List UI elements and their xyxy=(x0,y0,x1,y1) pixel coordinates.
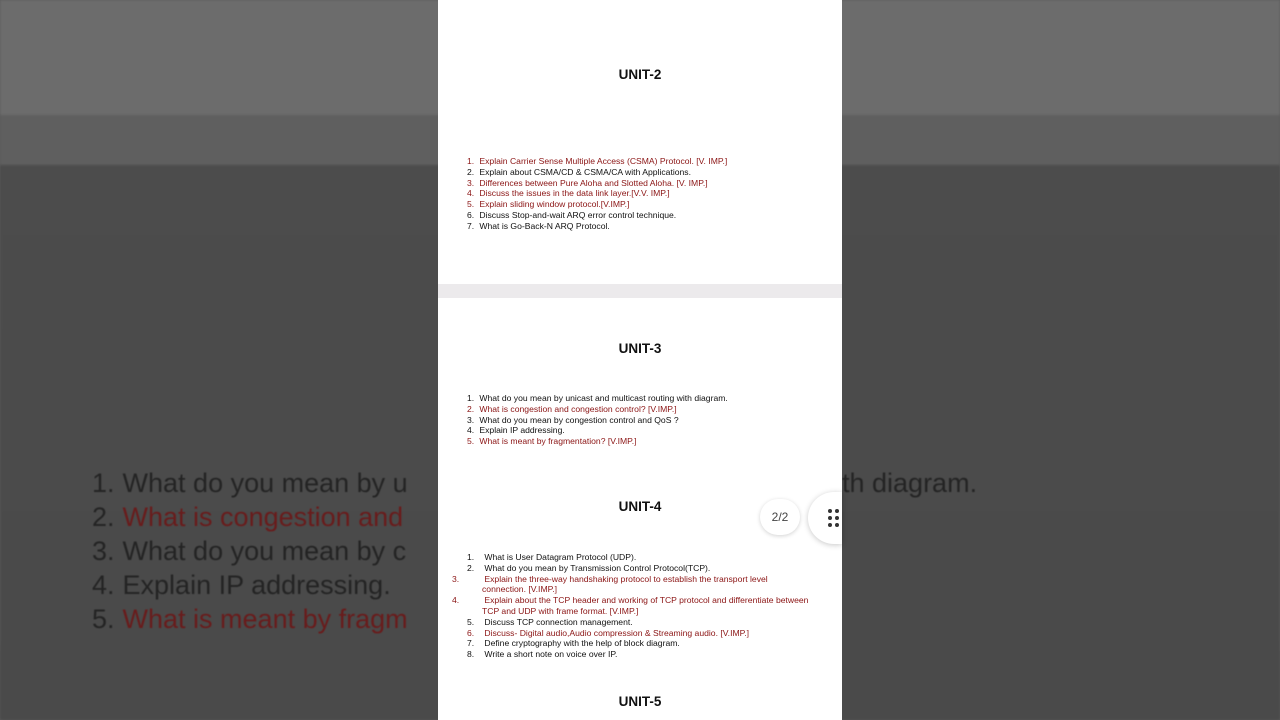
question-text: What is Go-Back-N ARQ Protocol. xyxy=(479,220,610,231)
question-text: What do you mean by congestion control and QoS ? xyxy=(479,414,679,425)
question-text: Differences between Pure Aloha and Slotted Aloha. [V. IMP.] xyxy=(479,177,708,188)
question-item xyxy=(452,573,812,596)
question-item xyxy=(467,563,812,574)
question-number: 4. xyxy=(452,595,460,606)
unit-2-question-list xyxy=(467,156,727,232)
background-text-fragment: th diagram. xyxy=(842,468,978,498)
question-item xyxy=(467,178,727,189)
question-text: Explain IP addressing. xyxy=(479,425,565,436)
unit-4-question-list xyxy=(452,552,812,660)
unit-3-question-list xyxy=(467,393,728,447)
question-text: What is congestion and congestion control? [V.IMP.] xyxy=(479,403,677,414)
unit-5-heading: UNIT-5 xyxy=(618,694,662,709)
document-page-1 xyxy=(438,0,842,284)
question-number: 6. xyxy=(467,209,475,220)
unit-4-heading: UNIT-4 xyxy=(618,499,662,514)
background-list-item xyxy=(92,568,408,602)
question-item xyxy=(467,199,727,210)
question-item xyxy=(467,552,812,563)
background-item-number: 2. xyxy=(92,502,115,532)
question-number: 2. xyxy=(467,403,475,414)
question-text: What is User Datagram Protocol (UDP). xyxy=(484,552,637,562)
question-number: 7. xyxy=(467,638,475,649)
question-number: 2. xyxy=(467,166,475,177)
question-item xyxy=(467,221,727,232)
question-number: 6. xyxy=(467,627,475,638)
question-number: 8. xyxy=(467,649,475,660)
question-text: Explain about CSMA/CD & CSMA/CA with Applications. xyxy=(479,166,691,177)
question-number: 3. xyxy=(467,177,475,188)
background-item-text: What is congestion and xyxy=(122,502,404,532)
background-item-number: 1. xyxy=(92,468,115,498)
question-number: 4. xyxy=(467,425,475,436)
background-item-number: 3. xyxy=(92,536,115,566)
question-text: Write a short note on voice over IP. xyxy=(484,649,618,660)
question-item xyxy=(467,188,727,199)
question-number: 3. xyxy=(452,573,460,584)
question-number: 5. xyxy=(467,616,475,627)
question-text: Explain Carrier Sense Multiple Access (CSMA) Protocol. [V. IMP.] xyxy=(479,156,728,166)
background-item-number: 5. xyxy=(92,604,115,634)
question-item xyxy=(467,617,812,628)
question-number: 5. xyxy=(467,436,475,447)
question-number: 5. xyxy=(467,199,475,210)
question-item xyxy=(452,595,812,617)
question-text: What do you mean by Transmission Control Protocol(TCP). xyxy=(484,562,711,573)
question-item xyxy=(467,210,727,221)
background-item-number: 4. xyxy=(92,570,115,600)
question-item xyxy=(467,415,728,426)
question-text: What do you mean by unicast and multicast routing with diagram. xyxy=(479,393,728,403)
question-number: 1. xyxy=(467,552,475,562)
question-text: Explain about the TCP header and working of TCP protocol and differentiate between TCP and UDP with frame format. [V.IMP.] xyxy=(482,595,809,616)
question-number: 7. xyxy=(467,220,475,231)
background-item-text: What do you mean by u xyxy=(122,468,408,498)
question-text: Explain sliding window protocol.[V.IMP.] xyxy=(479,199,630,210)
background-item-text: What do you mean by c xyxy=(122,536,407,566)
question-text: Discuss the issues in the data link layer.[V.V. IMP.] xyxy=(479,188,670,199)
question-item xyxy=(467,167,727,178)
background-list-item xyxy=(92,466,408,500)
background-list-item xyxy=(92,602,408,636)
background-item-text: Explain IP addressing. xyxy=(122,570,391,600)
question-number: 2. xyxy=(467,562,475,573)
question-item xyxy=(467,425,728,436)
question-text: What is meant by fragmentation? [V.IMP.] xyxy=(479,436,637,447)
question-text: Define cryptography with the help of block diagram. xyxy=(484,638,680,649)
unit-2-heading: UNIT-2 xyxy=(618,67,662,82)
pdf-viewer[interactable] xyxy=(438,0,842,720)
question-item xyxy=(467,638,812,649)
background-question-list xyxy=(92,466,408,636)
question-text: Discuss- Digital audio,Audio compression & Streaming audio. [V.IMP.] xyxy=(484,627,750,638)
question-item xyxy=(467,628,812,639)
question-number: 3. xyxy=(467,414,475,425)
question-number: 4. xyxy=(467,188,475,199)
question-text: Discuss TCP connection management. xyxy=(484,616,633,627)
question-item xyxy=(467,436,728,447)
question-text: Discuss Stop-and-wait ARQ error control technique. xyxy=(479,209,677,220)
question-item xyxy=(467,404,728,415)
question-item xyxy=(467,156,727,167)
grid-dots-icon xyxy=(828,509,840,527)
question-item xyxy=(467,393,728,404)
question-item xyxy=(467,649,812,660)
background-list-item xyxy=(92,534,408,568)
unit-3-heading: UNIT-3 xyxy=(618,341,662,356)
page-indicator[interactable]: 2/2 xyxy=(760,499,800,535)
background-item-text: What is meant by fragm xyxy=(122,604,408,634)
question-text: Explain the three-way handshaking protocol to establish the transport level connection. [V.IMP.] xyxy=(482,573,768,595)
question-number: 1. xyxy=(467,393,475,403)
question-number: 1. xyxy=(467,156,475,166)
background-list-item xyxy=(92,500,408,534)
